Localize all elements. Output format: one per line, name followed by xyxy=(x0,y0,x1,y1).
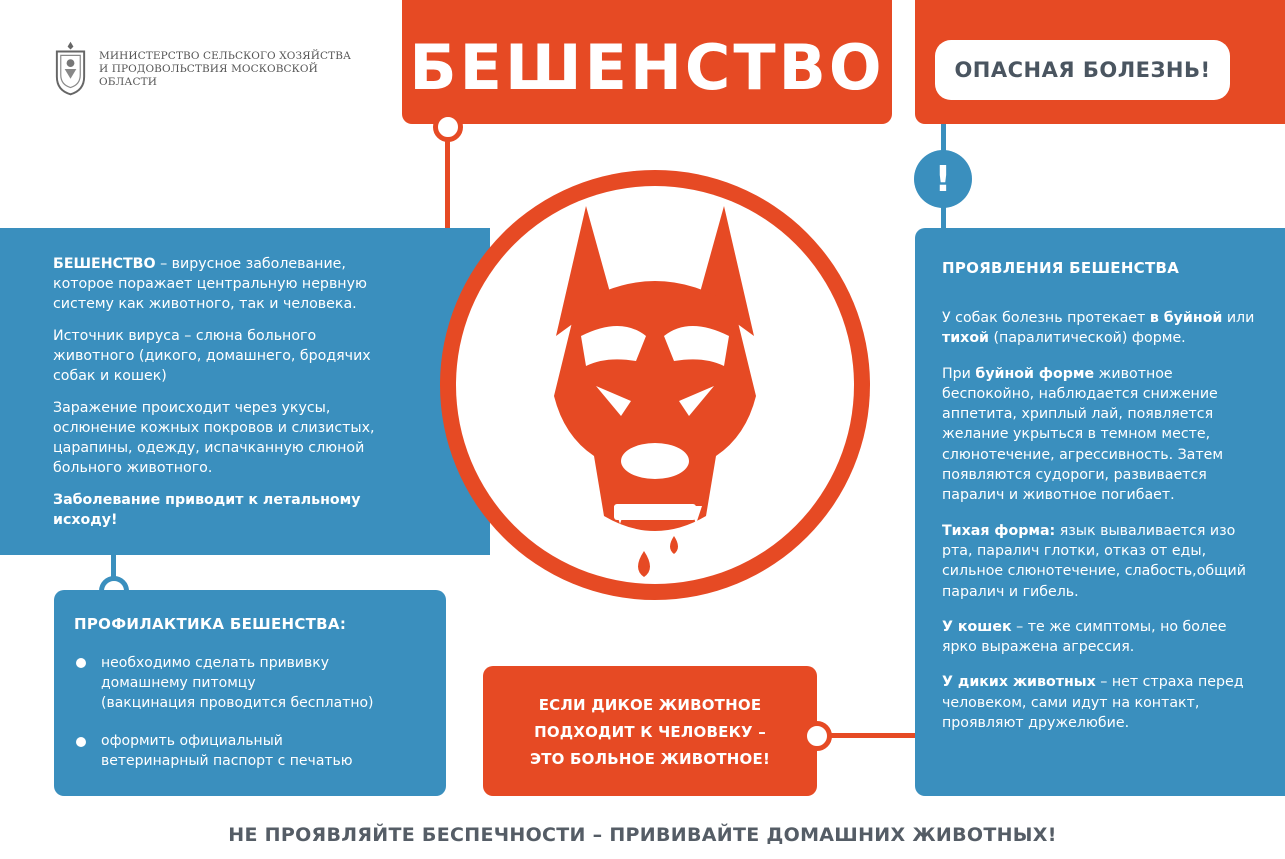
prevention-item-1-main: необходимо сделать прививку домашнему питомцу xyxy=(101,655,330,691)
symptoms-title: ПРОЯВЛЕНИЯ БЕШЕНСТВА xyxy=(942,259,1180,277)
text-bold: Тихая форма: xyxy=(942,522,1056,539)
text-bold: У кошек xyxy=(942,618,1012,635)
text: – нет страха перед человеком, сами идут на контакт, проявляют дружелюбие. xyxy=(942,674,1244,732)
text: (паралитической) форме. xyxy=(989,330,1186,347)
quiet-form-paragraph xyxy=(942,521,1257,602)
ministry-name xyxy=(99,50,372,89)
virus-source-paragraph: Источник вируса – слюна больного животного (дикого, домашнего, бродячих собак и кошек) xyxy=(53,328,371,384)
text: – те же симптомы, но более ярко выражена агрессия. xyxy=(942,618,1227,656)
prevention-item-2: оформить официальный ветеринарный паспорт с печатью xyxy=(101,733,353,769)
definition-text xyxy=(53,254,383,542)
lethal-warning: Заболевание приводит к летальному исходу! xyxy=(53,492,361,528)
text: животное беспокойно, наблюдается снижение аппетита, хриплый лай, появляется желание укрыться в темном месте, слюнотечение, агрессивность. Затем появляются судороги, развивается паралич и животное погибает. xyxy=(942,365,1224,504)
ministry-header xyxy=(52,38,372,100)
wild-animal-warning xyxy=(483,692,817,773)
footer-slogan: НЕ ПРОЯВЛЯЙТЕ БЕСПЕЧНОСТИ – ПРИВИВАЙТЕ ДОМАШНИХ ЖИВОТНЫХ! xyxy=(228,824,1057,846)
dog-forms-paragraph xyxy=(942,308,1257,349)
bullet-icon xyxy=(76,658,86,668)
warning-line-2: ПОДХОДИТ К ЧЕЛОВЕКУ – xyxy=(534,723,766,741)
definition-term: БЕШЕНСТВО xyxy=(53,256,156,272)
wild-animals-paragraph xyxy=(942,672,1257,733)
danger-label: ОПАСНАЯ БОЛЕЗНЬ! xyxy=(935,40,1230,100)
text: язык вываливается изо рта, паралич глотки, отказ от еды, сильное слюнотечение, слабость,общий паралич и гибель. xyxy=(942,522,1246,600)
warning-line-3: ЭТО БОЛЬНОЕ ЖИВОТНОЕ! xyxy=(530,750,770,768)
warning-line-1: ЕСЛИ ДИКОЕ ЖИВОТНОЕ xyxy=(538,696,762,714)
definition-body: – вирусное заболевание, которое поражает центральную нервную систему как животного, так и человека. xyxy=(53,256,367,312)
definition-paragraph xyxy=(53,254,383,314)
prevention-item-1-note: (вакцинация проводится бесплатно) xyxy=(101,695,374,711)
ministry-line-1: МИНИСТЕРСТВО СЕЛЬСКОГО ХОЗЯЙСТВА xyxy=(99,49,352,62)
text-bold: У диких животных xyxy=(942,674,1096,691)
text: или xyxy=(1222,310,1255,326)
text: У собак болезнь протекает xyxy=(942,310,1150,326)
prevention-item-1 xyxy=(101,653,391,713)
warning-connector-node xyxy=(802,721,832,751)
symptoms-text xyxy=(942,308,1257,748)
text: При xyxy=(942,365,976,382)
coat-of-arms-icon xyxy=(52,39,89,99)
text-bold: тихой xyxy=(942,330,990,347)
violent-form-paragraph xyxy=(942,364,1257,506)
exclamation-icon: ! xyxy=(914,150,972,208)
ministry-line-2: И ПРОДОВОЛЬСТВИЯ МОСКОВСКОЙ ОБЛАСТИ xyxy=(99,62,318,88)
title-connector-node xyxy=(433,112,463,142)
text-bold: в буйной xyxy=(1149,310,1223,326)
infection-paragraph: Заражение происходит через укусы, ослюнение кожных покровов и слизистых, царапины, одежду, испачканную слюной больного животного. xyxy=(53,400,375,476)
prevention-title: ПРОФИЛАКТИКА БЕШЕНСТВА: xyxy=(74,615,347,633)
rabid-dog-icon xyxy=(456,186,854,584)
text-bold: буйной форме xyxy=(975,365,1095,382)
page-title: БЕШЕНСТВО xyxy=(409,31,885,104)
bullet-icon xyxy=(76,737,86,747)
cats-paragraph xyxy=(942,617,1257,658)
